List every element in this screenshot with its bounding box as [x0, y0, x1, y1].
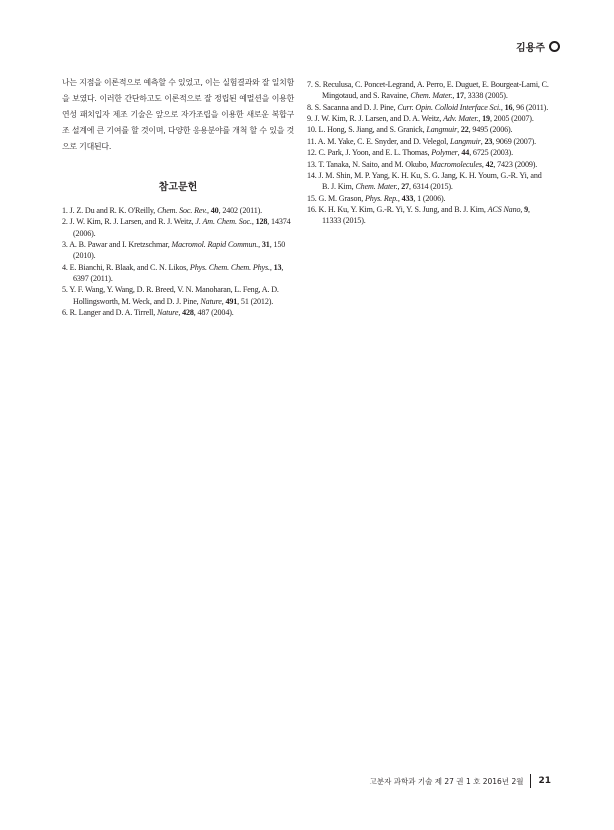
reference-pre: 14. J. M. Shin, M. P. Yang, K. H. Ku, S. G. Jang, K. H. Youm, G.-R. Yi, and B. J. Kim,	[307, 171, 542, 192]
reference-journal: ACS Nano	[487, 205, 521, 215]
reference-pre: 6. R. Langer and D. A. Tirrell,	[62, 308, 158, 318]
reference-item	[307, 147, 550, 158]
reference-journal: Curr. Opin. Colloid Interface Sci.	[397, 102, 501, 112]
reference-item	[62, 307, 294, 318]
reference-mid: ,	[397, 182, 402, 192]
page-number: 21	[538, 776, 551, 786]
reference-mid: ,	[457, 125, 461, 135]
reference-vol: 491	[225, 296, 238, 306]
reference-vol: 17	[456, 91, 464, 101]
reference-post: , 6397 (2011).	[73, 262, 284, 284]
reference-pre: 13. T. Tanaka, N. Saito, and M. Okubo,	[307, 159, 431, 169]
reference-post: , 2402 (2011).	[218, 206, 263, 215]
reference-pre: 9. J. W. Kim, R. J. Larsen, and D. A. Weitz,	[307, 114, 444, 124]
reference-post: , 487 (2004).	[193, 308, 234, 318]
running-header	[516, 39, 560, 54]
reference-item	[62, 205, 294, 216]
reference-mid: ,	[269, 262, 274, 272]
reference-item	[307, 113, 550, 124]
reference-journal: Phys. Chem. Chem. Phys.	[189, 262, 270, 272]
reference-pre: 12. C. Park, J. Yoon, and E. L. Thomas,	[307, 148, 432, 158]
reference-post: , 2005 (2007).	[489, 114, 534, 124]
reference-list-right	[307, 79, 550, 227]
reference-vol: 19	[482, 114, 490, 124]
footer-divider	[530, 774, 531, 788]
reference-pre: 7. S. Reculusa, C. Poncet-Legrand, A. Perro, E. Duguet, E. Bourgeat-Lami, C. Mingotaud, and S. Ravaine,	[307, 80, 549, 101]
reference-vol: 44	[461, 148, 470, 158]
reference-post: , 14374 (2006).	[73, 217, 291, 238]
reference-pre: 16. K. H. Ku, Y. Kim, G.-R. Yi, Y. S. Jung, and B. J. Kim,	[307, 205, 488, 215]
reference-item	[307, 102, 550, 113]
reference-post: , 3338 (2005).	[463, 91, 508, 101]
reference-post: , 6725 (2003).	[469, 148, 513, 158]
reference-vol: 433	[401, 193, 414, 203]
reference-pre: 11. A. M. Yake, C. E. Snyder, and D. Velegol,	[307, 136, 450, 146]
reference-mid: ,	[480, 136, 485, 146]
references-heading: 참고문헌	[158, 182, 198, 193]
author-name: 김용주	[516, 43, 545, 54]
reference-mid: ,	[481, 159, 486, 169]
reference-journal: Macromolecules	[430, 159, 482, 169]
reference-journal: Polymer	[431, 148, 458, 158]
reference-vol: 27	[401, 182, 410, 192]
reference-mid: ,	[452, 91, 457, 101]
body-paragraph: 나는 지점을 이론적으로 예측할 수 있었고, 이는 실험결과와 잘 일치함을 보였다. 이러한 간단하고도 이론적으로 잘 정립된 예멀션을 이용한 연성 패치입자 제조 기술은 앞으로 자가조립을 이용한 새로운 복합구조 설계에 큰 기여를 할 것이며, 다양한 응용분야를 개척 할 수 있을 것으로 기대된다.	[62, 78, 294, 151]
reference-post: , 9495 (2006).	[468, 125, 513, 135]
reference-pre: 15. G. M. Grason,	[307, 193, 365, 203]
reference-pre: 8. S. Sacanna and D. J. Pine,	[307, 102, 398, 112]
reference-pre: 2. J. W. Kim, R. J. Larsen, and R. J. Weitz,	[62, 217, 196, 227]
reference-journal: Nature	[157, 308, 179, 318]
reference-mid: ,	[457, 148, 462, 158]
reference-vol: 23	[484, 136, 493, 146]
reference-list-left	[62, 205, 294, 318]
reference-vol: 42	[485, 159, 494, 169]
reference-vol: 9	[524, 205, 529, 215]
reference-item	[307, 159, 550, 170]
reference-journal: Chem. Soc. Rev.	[157, 206, 208, 215]
reference-item	[307, 170, 550, 193]
reference-journal: Chem. Mater.	[355, 182, 398, 192]
reference-journal: Chem. Mater.	[410, 91, 453, 101]
reference-item	[307, 79, 550, 102]
reference-mid: ,	[520, 205, 525, 215]
reference-post: , 7423 (2009).	[493, 159, 538, 169]
reference-post: , 6314 (2015).	[409, 182, 453, 192]
reference-mid: ,	[397, 193, 402, 203]
reference-item	[62, 239, 294, 262]
reference-mid: ,	[207, 206, 211, 215]
reference-vol: 40	[210, 206, 219, 215]
reference-item	[307, 136, 550, 147]
reference-vol: 13	[273, 262, 282, 272]
circle-marker-icon	[549, 41, 560, 52]
reference-mid: ,	[258, 240, 262, 250]
reference-pre: 4. E. Bianchi, R. Blaak, and C. N. Likos,	[62, 262, 190, 272]
reference-vol: 428	[182, 308, 194, 318]
reference-item	[62, 262, 294, 285]
reference-journal: Langmuir	[449, 136, 481, 146]
reference-item	[307, 193, 550, 204]
reference-post: , 1 (2006).	[413, 193, 446, 203]
reference-journal: Phys. Rep.	[365, 193, 398, 203]
reference-item	[62, 284, 294, 307]
reference-vol: 22	[460, 125, 469, 135]
reference-item	[307, 204, 550, 227]
reference-mid: ,	[251, 217, 256, 227]
reference-journal: J. Am. Chem. Soc.	[195, 217, 252, 227]
left-column	[62, 75, 294, 319]
reference-post: , 51 (2012).	[237, 296, 274, 306]
page-footer	[370, 774, 551, 788]
reference-vol: 31	[261, 240, 270, 250]
reference-journal: Nature	[200, 296, 222, 306]
reference-post: , 96 (2011).	[512, 102, 549, 112]
right-column	[307, 79, 550, 227]
reference-item	[62, 216, 294, 239]
reference-pre: 10. L. Hong, S. Jiang, and S. Granick,	[307, 125, 427, 135]
publication-info: 고분자 과학과 기술 제 27 권 1 호 2016년 2월	[369, 776, 524, 786]
reference-pre: 3. A. B. Pawar and I. Kretzschmar,	[62, 240, 172, 250]
reference-journal: Macromol. Rapid Commun.	[171, 240, 259, 250]
reference-vol: 128	[255, 217, 268, 227]
reference-journal: Adv. Mater.	[443, 114, 479, 124]
reference-pre: 5. Y. F. Wang, Y. Wang, D. R. Breed, V. N. Manoharan, L. Feng, A. D. Hollingsworth, M. Weck, and D. J. Pine,	[62, 285, 279, 306]
reference-item	[307, 124, 550, 135]
reference-post: , 150 (2010).	[73, 240, 286, 261]
reference-mid: ,	[478, 114, 483, 124]
reference-vol: 16	[504, 102, 513, 112]
reference-post: , 11333 (2015).	[322, 205, 530, 226]
reference-post: , 9069 (2007).	[492, 136, 537, 146]
reference-mid: ,	[221, 296, 226, 306]
reference-mid: ,	[500, 102, 505, 112]
reference-journal: Langmuir	[426, 125, 458, 135]
reference-pre: 1. J. Z. Du and R. K. O'Reilly,	[62, 206, 158, 215]
reference-mid: ,	[178, 308, 183, 318]
